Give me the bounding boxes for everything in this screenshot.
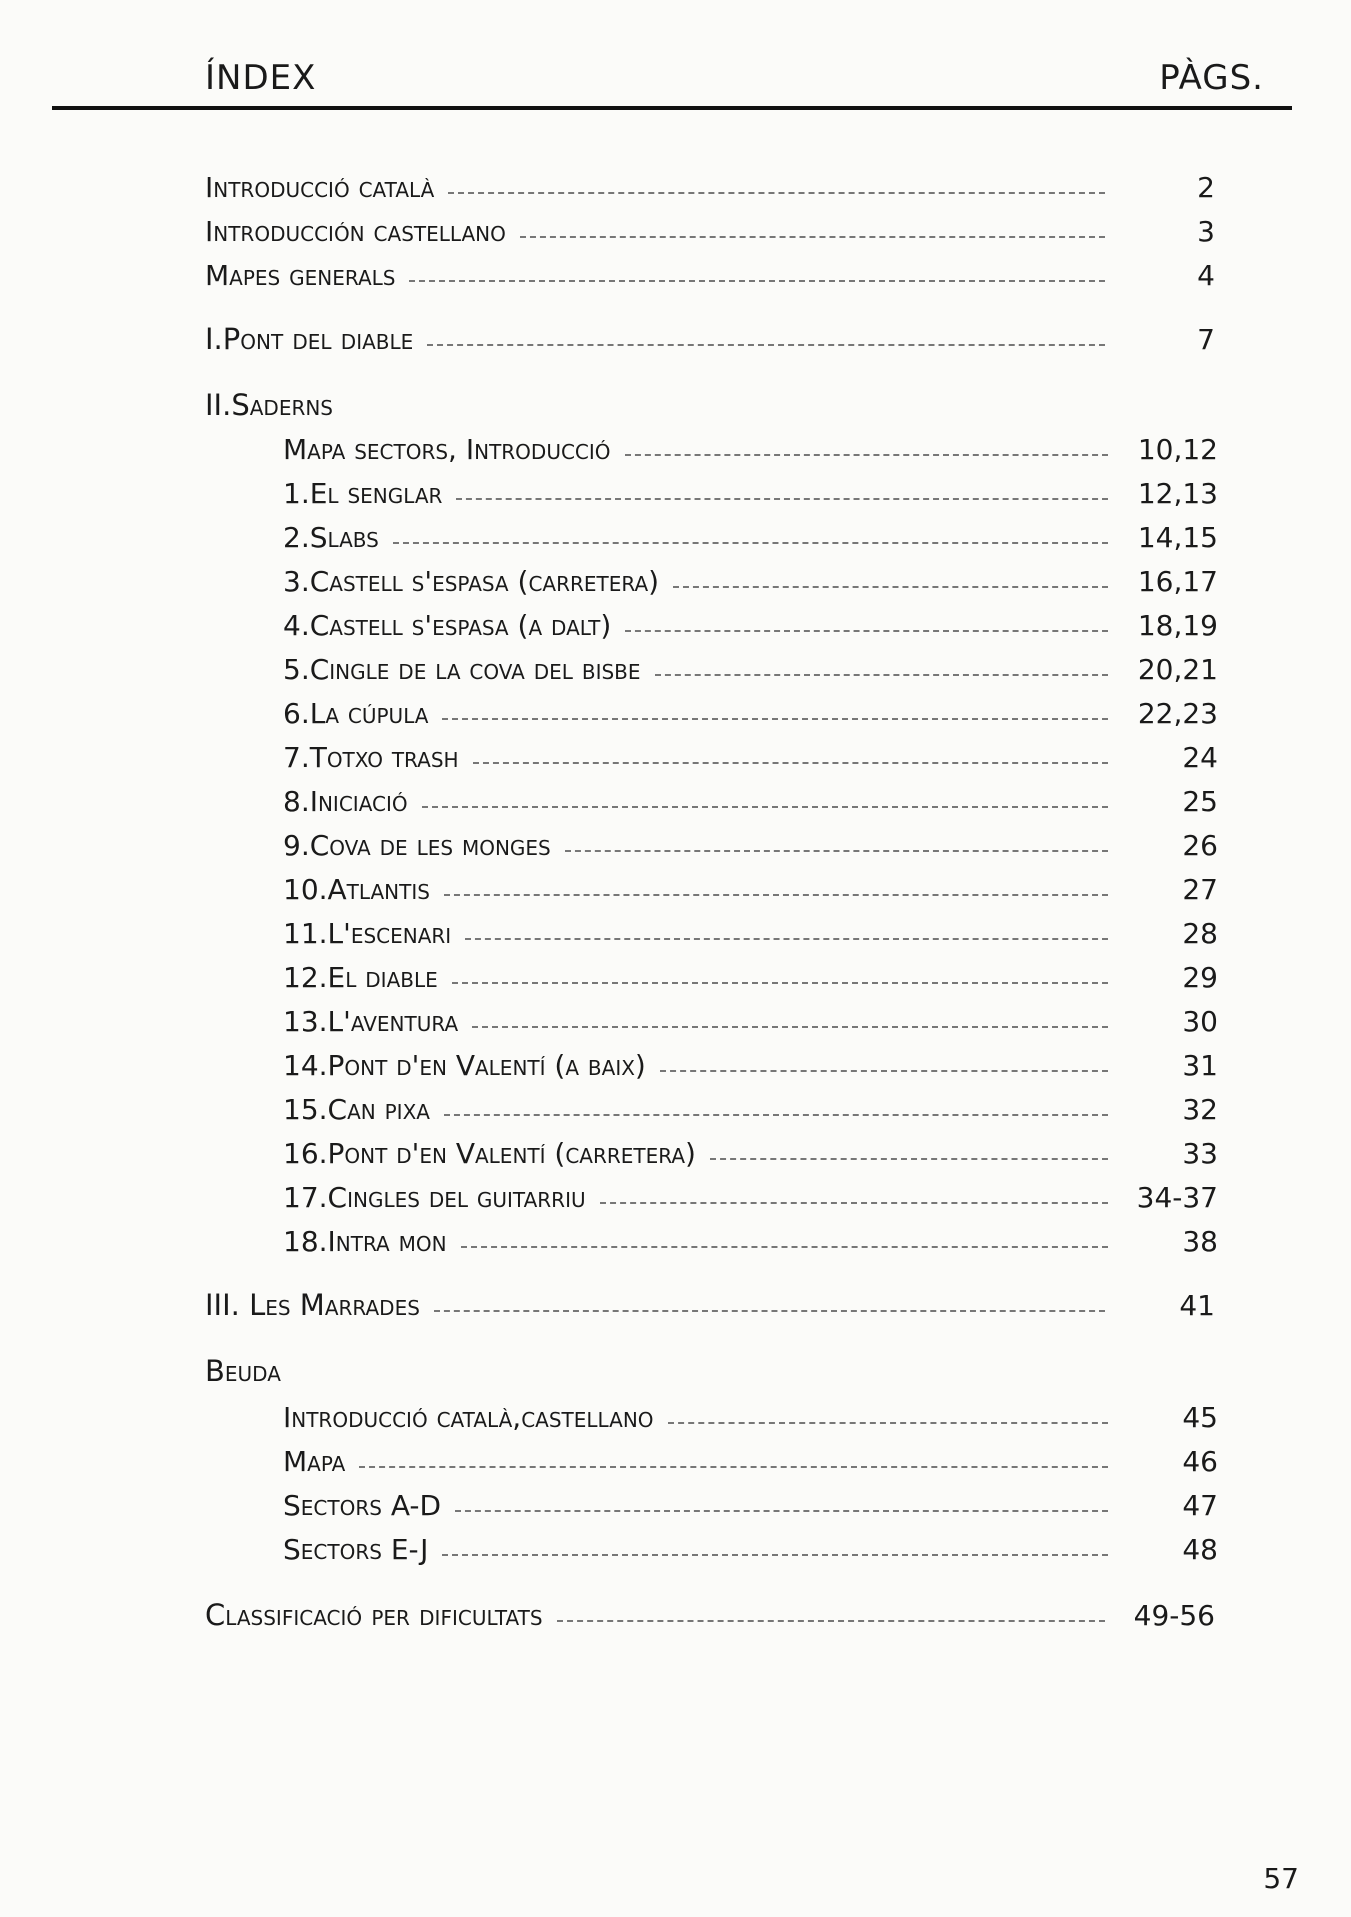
dotted-leader [710,1158,1108,1160]
toc-entry: 10.Atlantis 27 [283,873,1218,906]
dotted-leader [472,1026,1108,1028]
dotted-leader [520,236,1105,238]
dotted-leader [565,850,1108,852]
toc-section: III. Les Marrades 41 [205,1288,1215,1322]
dotted-leader [422,806,1108,808]
toc-section: Classificació per dificultats 49-56 [205,1598,1215,1632]
dotted-leader [557,1620,1105,1622]
toc-entry: 11.L'escenari 28 [283,917,1218,950]
dotted-leader [359,1466,1108,1468]
dotted-leader [625,630,1108,632]
dotted-leader [600,1202,1108,1204]
toc-entry: 14.Pont d'en Valentí (a baix) 31 [283,1049,1218,1082]
toc-entry: 15.Can pixa 32 [283,1093,1218,1126]
dotted-leader [434,1310,1105,1312]
dotted-leader [409,280,1105,282]
page-number: 57 [1263,1862,1299,1895]
toc-entry: 17.Cingles del guitarriu 34-37 [283,1181,1218,1214]
index-title: ÍNDEX [205,58,317,98]
toc-entry: 9.Cova de les monges 26 [283,829,1218,862]
dotted-leader [455,1510,1108,1512]
dotted-leader [473,762,1108,764]
dotted-leader [625,454,1108,456]
toc-section-heading: Beuda [205,1354,281,1388]
toc-entry: 2.Slabs 14,15 [283,521,1218,554]
toc-entry: Sectors A-D 47 [283,1489,1218,1522]
toc-entry: 18.Intra mon 38 [283,1225,1218,1258]
toc-entry: Introducció català,castellano 45 [283,1401,1218,1434]
dotted-leader [444,1114,1108,1116]
toc-entry: 16.Pont d'en Valentí (carretera) 33 [283,1137,1218,1170]
toc-entry: 7.Totxo trash 24 [283,741,1218,774]
dotted-leader [461,1246,1108,1248]
dotted-leader [668,1422,1108,1424]
dotted-leader [452,982,1108,984]
toc-entry: Introducció català 2 [205,171,1215,204]
dotted-leader [442,1554,1108,1556]
toc-entry: Introducción castellano 3 [205,215,1215,248]
toc-entry: 6.La cúpula 22,23 [283,697,1218,730]
dotted-leader [444,894,1108,896]
toc-entry: Mapa sectors, Introducció 10,12 [283,433,1218,466]
dotted-leader [442,718,1108,720]
dotted-leader [655,674,1108,676]
toc-entry: 3.Castell s'espasa (carretera) 16,17 [283,565,1218,598]
pages-column-label: PÀGS. [1159,58,1264,98]
dotted-leader [393,542,1108,544]
toc-entry: 1.El senglar 12,13 [283,477,1218,510]
dotted-leader [673,586,1108,588]
dotted-leader [427,344,1105,346]
toc-entry: Mapes generals 4 [205,259,1215,292]
toc-section: I.Pont del diable 7 [205,322,1215,356]
dotted-leader [456,498,1108,500]
index-header [52,50,1292,110]
toc-entry: 12.El diable 29 [283,961,1218,994]
toc-entry: 13.L'aventura 30 [283,1005,1218,1038]
toc-entry: 4.Castell s'espasa (a dalt) 18,19 [283,609,1218,642]
toc-section-heading: II.Saderns [205,388,334,422]
toc-entry: Sectors E-J 48 [283,1533,1218,1566]
dotted-leader [465,938,1108,940]
toc-entry: 5.Cingle de la cova del bisbe 20,21 [283,653,1218,686]
dotted-leader [660,1070,1108,1072]
dotted-leader [448,192,1105,194]
toc-entry: 8.Iniciació 25 [283,785,1218,818]
toc-entry: Mapa 46 [283,1445,1218,1478]
